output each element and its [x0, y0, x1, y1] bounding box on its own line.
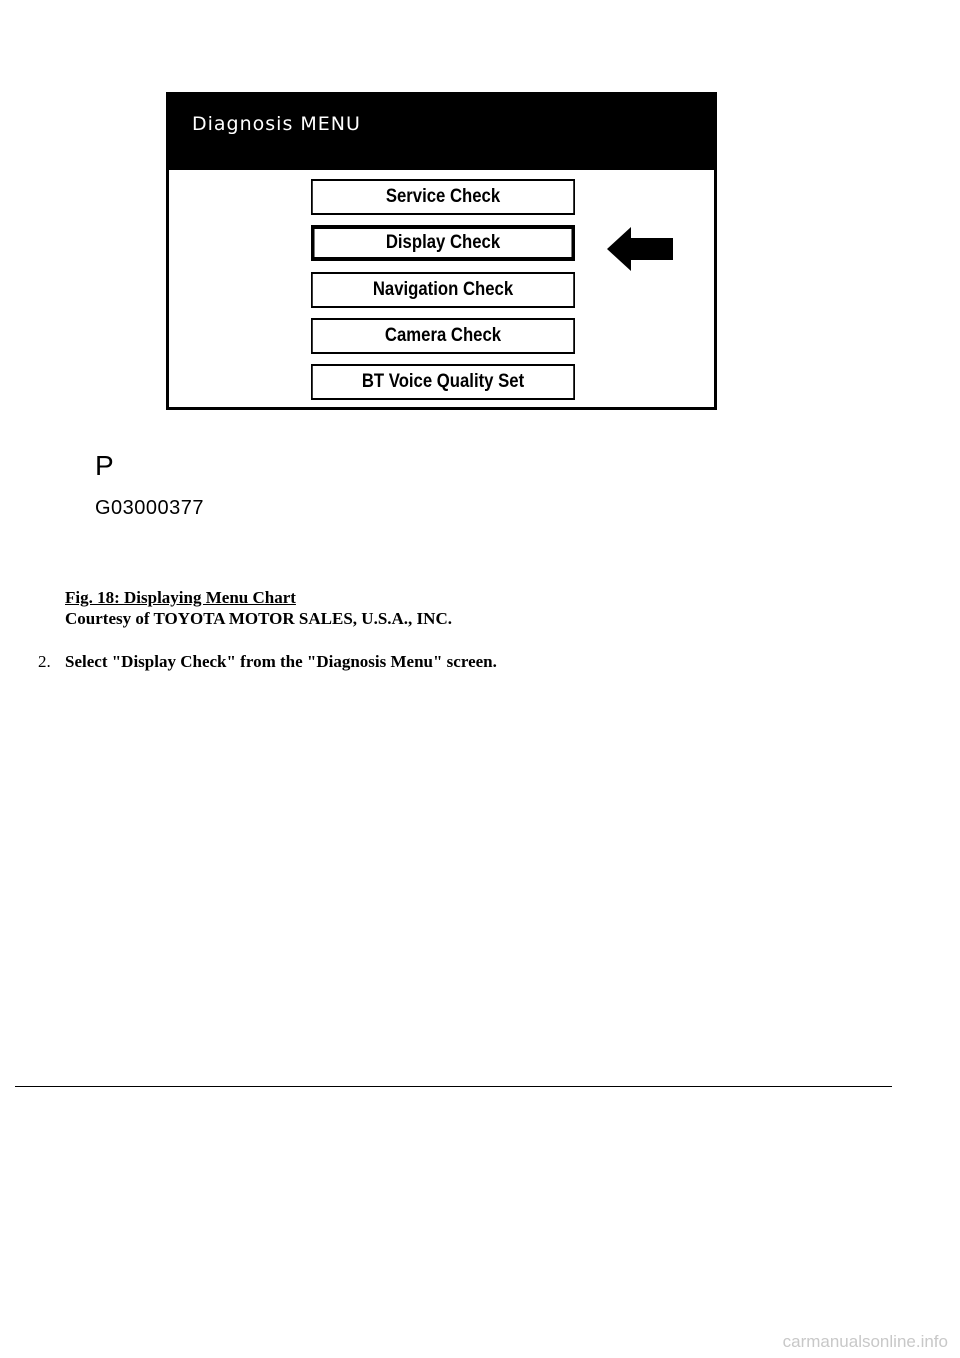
step-number: 2. — [38, 652, 51, 671]
left-arrow-icon — [607, 227, 673, 271]
figure-caption — [65, 588, 296, 608]
navigation-check-button[interactable]: Navigation Check — [311, 272, 575, 308]
service-check-button[interactable]: Service Check — [311, 179, 575, 215]
horizontal-divider — [15, 1086, 892, 1087]
screen-header — [169, 95, 714, 170]
camera-check-button[interactable]: Camera Check — [311, 318, 575, 354]
figure-code-number: G03000377 — [95, 497, 205, 519]
bt-voice-quality-set-button[interactable]: BT Voice Quality Set — [311, 364, 575, 400]
figure-caption-link[interactable]: Fig. 18: Displaying Menu Chart — [65, 588, 296, 607]
diagnosis-menu-screen — [166, 92, 717, 410]
screen-title: Diagnosis MENU — [192, 113, 361, 135]
watermark: carmanualsonline.info — [782, 1332, 948, 1351]
figure-code-letter: P — [95, 450, 114, 481]
courtesy-line: Courtesy of TOYOTA MOTOR SALES, U.S.A., INC. — [65, 609, 452, 628]
step-text: Select "Display Check" from the "Diagnosis Menu" screen. — [65, 652, 497, 671]
display-check-button[interactable]: Display Check — [311, 225, 575, 261]
